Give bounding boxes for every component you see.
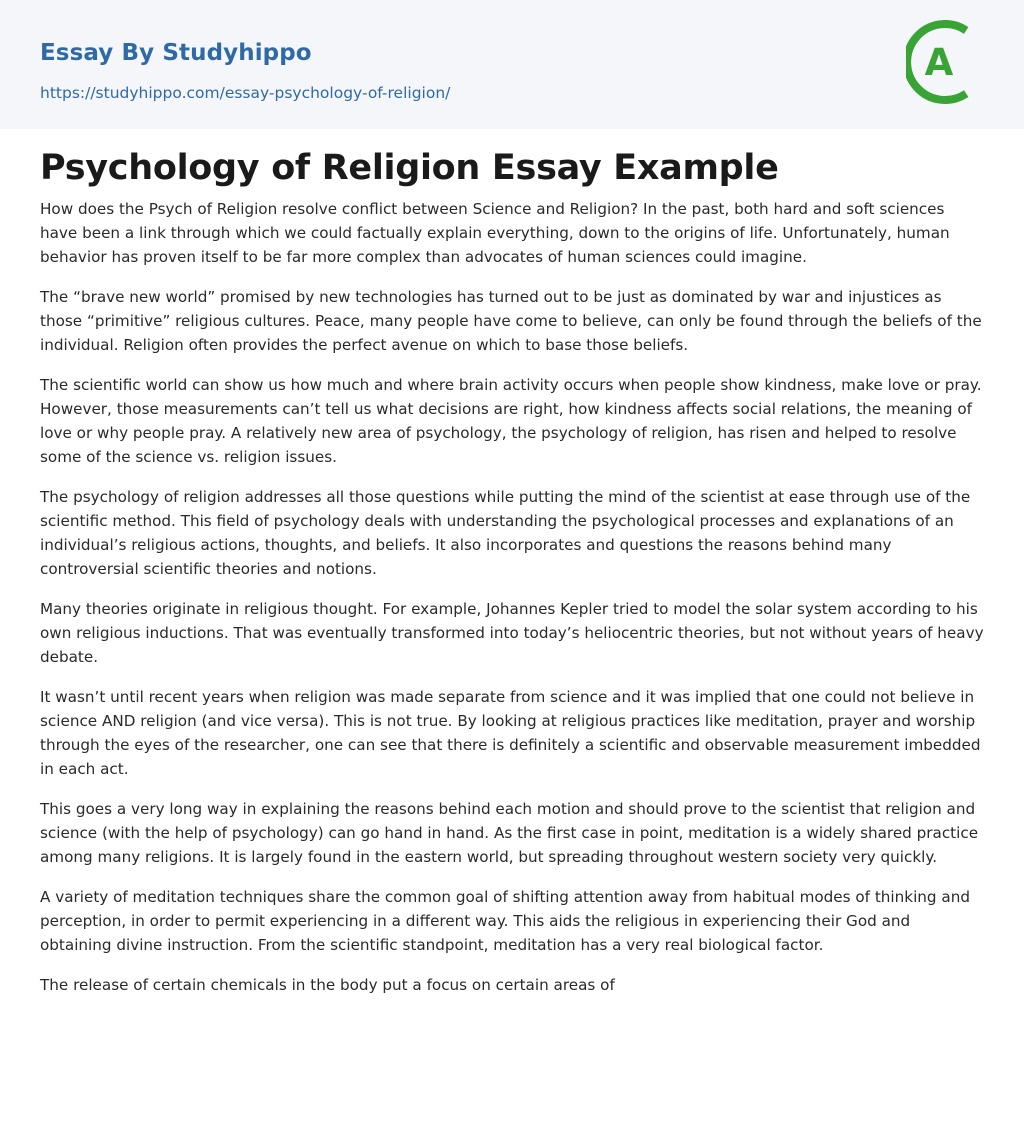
paragraph: The scientific world can show us how much and where brain activity occurs when people show kindness, make love or pray. However, those measurements can’t tell us what decisions are right, how kindness affects social relations, the meaning of love or why people pray. A relatively new area of psychology, the psychology of religion, has risen and helped to resolve some of the science vs. religion issues.	[40, 376, 982, 466]
paragraph: Many theories originate in religious thought. For example, Johannes Kepler tried to model the solar system according to his own religious inductions. That was eventually transformed into today’s heliocentric theories, but not without years of heavy debate.	[40, 600, 984, 666]
site-brand[interactable]: Essay By Studyhippo	[40, 40, 312, 66]
paragraph: The psychology of religion addresses all those questions while putting the mind of the scientist at ease through use of the scientific method. This field of psychology deals with understanding the psychological processes and explanations of an individual’s religious actions, thoughts, and beliefs. It also incorporates and questions the reasons behind many controversial scientific theories and notions.	[40, 488, 971, 578]
page-url-link[interactable]: https://studyhippo.com/essay-psychology-of-religion/	[40, 84, 451, 102]
article	[0, 129, 1024, 997]
paragraph: It wasn’t until recent years when religion was made separate from science and it was implied that one could not believe in science AND religion (and vice versa). This is not true. By looking at religious practices like meditation, prayer and worship through the eyes of the researcher, one can see that there is definitely a scientific and observable measurement imbedded in each act.	[40, 688, 981, 778]
studyhippo-logo-icon[interactable]	[906, 18, 988, 106]
paragraph: The release of certain chemicals in the body put a focus on certain areas of	[40, 976, 615, 994]
paragraph: How does the Psych of Religion resolve conflict between Science and Religion? In the past, both hard and soft sciences have been a link through which we could factually explain everything, down to the origins of life. Unfortunately, human behavior has proven itself to be far more complex than advocates of human sciences could imagine.	[40, 200, 950, 266]
paragraph: The “brave new world” promised by new technologies has turned out to be just as dominated by war and injustices as those “primitive” religious cultures. Peace, many people have come to believe, can only be found through the beliefs of the individual. Religion often provides the perfect avenue on which to base those beliefs.	[40, 288, 982, 354]
article-title: Psychology of Religion Essay Example	[40, 148, 779, 188]
paragraph: This goes a very long way in explaining the reasons behind each motion and should prove to the scientist that religion and science (with the help of psychology) can go hand in hand. As the first case in point, meditation is a widely shared practice among many religions. It is largely found in the eastern world, but spreading throughout western society very quickly.	[40, 800, 979, 866]
paragraph: A variety of meditation techniques share the common goal of shifting attention away from habitual modes of thinking and perception, in order to permit experiencing in a different way. This aids the religious in experiencing their God and obtaining divine instruction. From the scientific standpoint, meditation has a very real biological factor.	[40, 888, 970, 954]
site-header	[0, 0, 1024, 129]
article-body	[40, 197, 984, 997]
logo-letter: A	[924, 41, 954, 84]
